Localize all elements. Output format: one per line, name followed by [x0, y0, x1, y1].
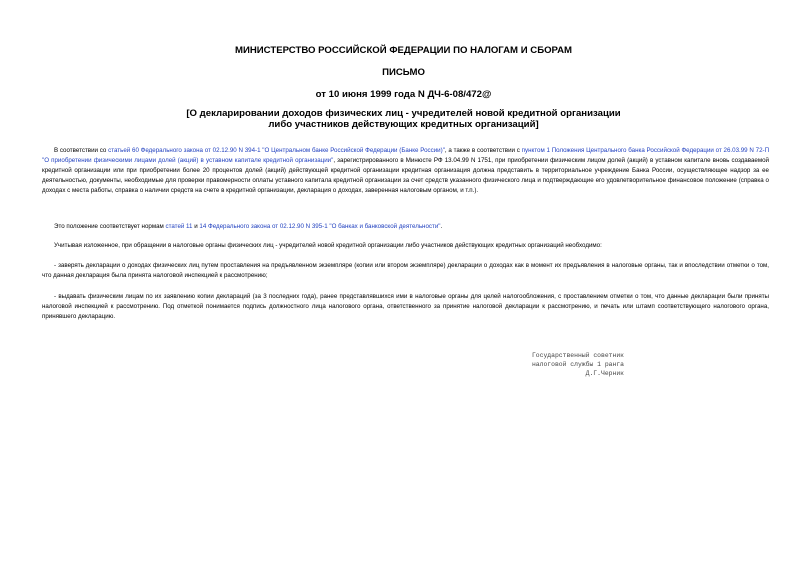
- link-article-11[interactable]: статей 11: [165, 223, 193, 230]
- ministry-heading: МИНИСТЕРСТВО РОССИЙСКОЙ ФЕДЕРАЦИИ ПО НАЛОГАМ И СБОРАМ: [234, 45, 573, 56]
- subject-heading-line1: [О декларировании доходов физических лиц - учредителей новой кредитной организации: [186, 108, 621, 119]
- paragraph-2: [42, 222, 769, 232]
- paragraph-2-text-c: .: [440, 223, 443, 230]
- paragraph-4: - заверять декларации о доходах физических лиц путем проставления на предъявленном экземпляре (копии или втором экземпляре) декларации о доходах как в момент их предъявления в налоговые органы, так и впоследствии отметки о том, что данная декларация была принята налоговой инспекцией к рассмотрению;: [42, 262, 769, 279]
- link-clause-1-regulation-72-p[interactable]: пунктом 1 Положения Центрального банка Российской Федерации от 26.03.99 N 72-П "О приобретении физическими лицами долей (акций) в уставном капитале кредитной организации": [42, 147, 770, 164]
- paragraph-5: - выдавать физическим лицам по их заявлению копии деклараций (за 3 последних года), ранее представлявшихся ими в налоговые органы для целей налогообложения, с проставлением отметки о том, что данные декларации были приняты налоговой инспекцией к рассмотрению. Под отметкой понимается подпись должностного лица налогового органа, ответственного за принятие налоговой декларации к рассмотрению, и печать или штамп соответствующего налогового органа, принявшего декларацию.: [42, 293, 769, 320]
- signature-title-line1: Государственный советник: [531, 352, 624, 359]
- link-article-14-law-395-1[interactable]: 14 Федерального закона от 02.12.90 N 395-1 "О банках и банковской деятельности": [199, 223, 441, 230]
- document-type-heading: ПИСЬМО: [382, 67, 425, 78]
- paragraph-2-text-b: и: [192, 223, 200, 230]
- signature-title-line2: налоговой службы 1 ранга: [531, 361, 624, 368]
- paragraph-3: Учитывая изложенное, при обращении в налоговые органы физических лиц - учредителей новой кредитной организации либо участников действующих кредитных организаций необходимо:: [54, 242, 602, 249]
- date-number-heading: от 10 июня 1999 года N ДЧ-6-08/472@: [315, 89, 492, 100]
- paragraph-1: [42, 146, 769, 196]
- link-article-60-law-394-1[interactable]: статьей 60 Федерального закона от 02.12.90 N 394-1 "О Центральном банке Российской Федерации (Банке России)": [108, 147, 445, 154]
- paragraph-1-text-b: , а также в соответствии с: [444, 147, 522, 154]
- signature-name: Д.Г.Черник: [585, 370, 624, 377]
- paragraph-2-text-a: Это положение соответствует нормам: [54, 223, 166, 230]
- paragraph-1-text-c: , зарегистрированного в Минюсте РФ 13.04.99 N 1751, при приобретении физическим лицом долей (акций) в уставном капитале вновь создаваемой кредитной организации или при приобретении более 20 процентов долей (акций) действующей кредитной организации кредитная организация должна представить в территориальное учреждение Банка России, осуществляющее надзор за ее деятельностью, документы, необходимые для проверки правомерности оплаты уставного капитала кредитной организации за счет средств указанного физического лица и подтверждающие его удовлетворительное финансовое положение (справка о доходах с места работы, справка о наличии средств на счете в кредитной организации, декларация о доходах, заверенная налоговым органом, и т.п.).: [42, 157, 769, 194]
- paragraph-1-text-a: В соответствии со: [54, 147, 109, 154]
- subject-heading-line2: либо участников действующих кредитных организаций]: [268, 119, 539, 130]
